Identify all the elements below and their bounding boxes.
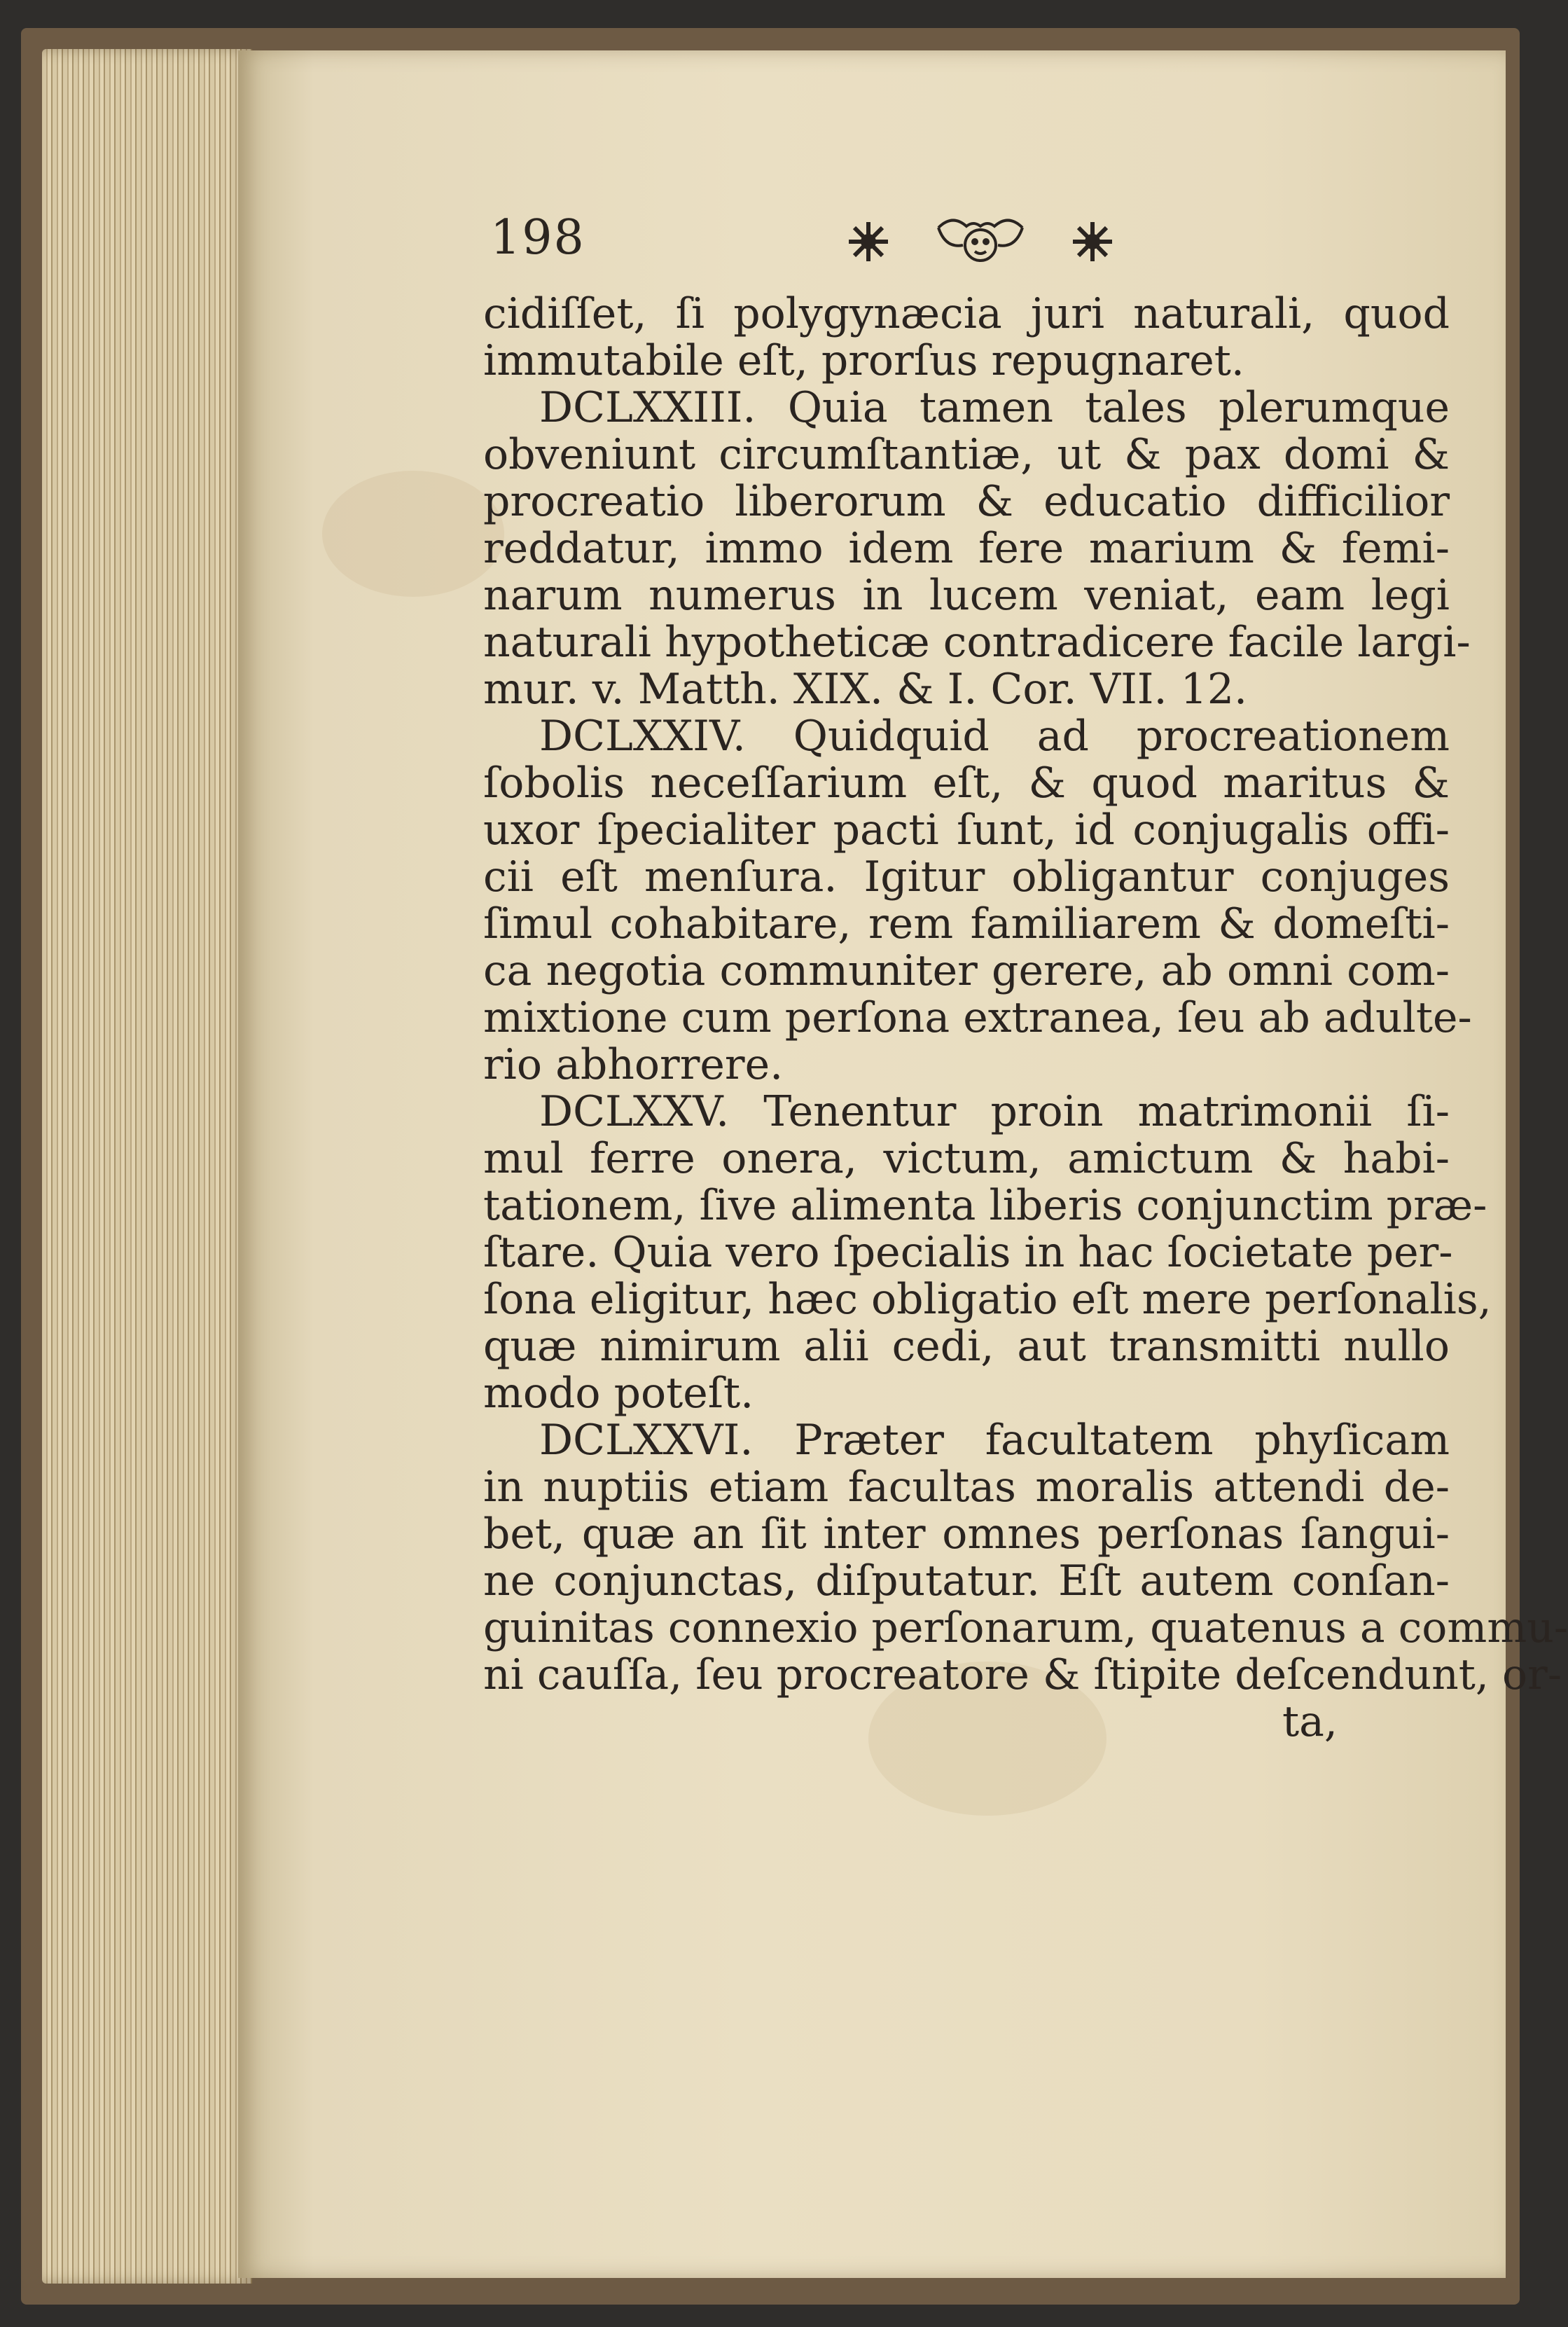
text-line: ſona eligitur, hæc obligatio eſt mere perſonalis, [483, 1275, 1492, 1324]
text-line: mul ferre onera, victum, amictum & habi- [483, 1134, 1450, 1183]
text-line: DCLXXIII. Quia tamen tales plerumque [539, 383, 1450, 432]
text-line: modo poteſt. [483, 1369, 754, 1418]
paper-stain [322, 471, 504, 597]
text-line: tationem, ſive alimenta liberis conjunctim præ- [483, 1181, 1487, 1230]
text-line: ni cauſſa, ſeu procreatore & ſtipite deſcendunt, or- [483, 1650, 1562, 1699]
page-edges [42, 49, 252, 2284]
text-line: reddatur, immo idem fere marium & femi- [483, 524, 1450, 573]
page-header [490, 210, 1485, 287]
text-line: immutabile eſt, prorſus repugnaret. [483, 336, 1244, 385]
text-line: ca negotia communiter gerere, ab omni com- [483, 946, 1450, 995]
text-line: DCLXXIV. Quidquid ad procreationem [539, 712, 1450, 761]
text-line: ta, [1282, 1697, 1338, 1746]
text-line: rio abhorrere. [483, 1040, 784, 1089]
text-line: cidiſſet, ſi polygynæcia juri naturali, quod [483, 289, 1450, 338]
header-ornament-icon [805, 210, 1156, 273]
text-line: in nuptiis etiam facultas moralis attendi de- [483, 1463, 1450, 1512]
text-line: procreatio liberorum & educatio difficilior [483, 477, 1450, 526]
text-line: mixtione cum perſona extranea, ſeu ab adulte- [483, 993, 1472, 1042]
text-line: ſtare. Quia vero ſpecialis in hac ſocietate per- [483, 1228, 1453, 1277]
text-line: bet, quæ an ſit inter omnes perſonas ſangui- [483, 1510, 1450, 1559]
text-line: obveniunt circumſtantiæ, ut & pax domi & [483, 430, 1450, 479]
text-line: cii eſt menſura. Igitur obligantur conjuges [483, 852, 1450, 902]
text-line: narum numerus in lucem veniat, eam legi [483, 571, 1450, 620]
text-line: naturali hypotheticæ contradicere facile largi- [483, 618, 1471, 667]
text-line: mur. v. Matth. XIX. & I. Cor. VII. 12. [483, 665, 1248, 714]
page-number: 198 [490, 210, 585, 265]
text-line: ſobolis neceſſarium eſt, & quod maritus & [483, 759, 1450, 808]
text-line: DCLXXVI. Præter facultatem phyſicam [539, 1416, 1450, 1465]
text-line: ſimul cohabitare, rem familiarem & domeſti- [483, 899, 1450, 948]
text-line: uxor ſpecialiter pacti ſunt, id conjugalis offi- [483, 806, 1450, 855]
text-line: quæ nimirum alii cedi, aut transmitti nullo [483, 1322, 1450, 1371]
text-line: ne conjunctas, diſputatur. Eſt autem conſan- [483, 1556, 1450, 1606]
body-text [483, 289, 1568, 1746]
text-line: DCLXXV. Tenentur proin matrimonii ſi- [539, 1087, 1450, 1136]
text-line: guinitas connexio perſonarum, quatenus a commu- [483, 1603, 1568, 1652]
